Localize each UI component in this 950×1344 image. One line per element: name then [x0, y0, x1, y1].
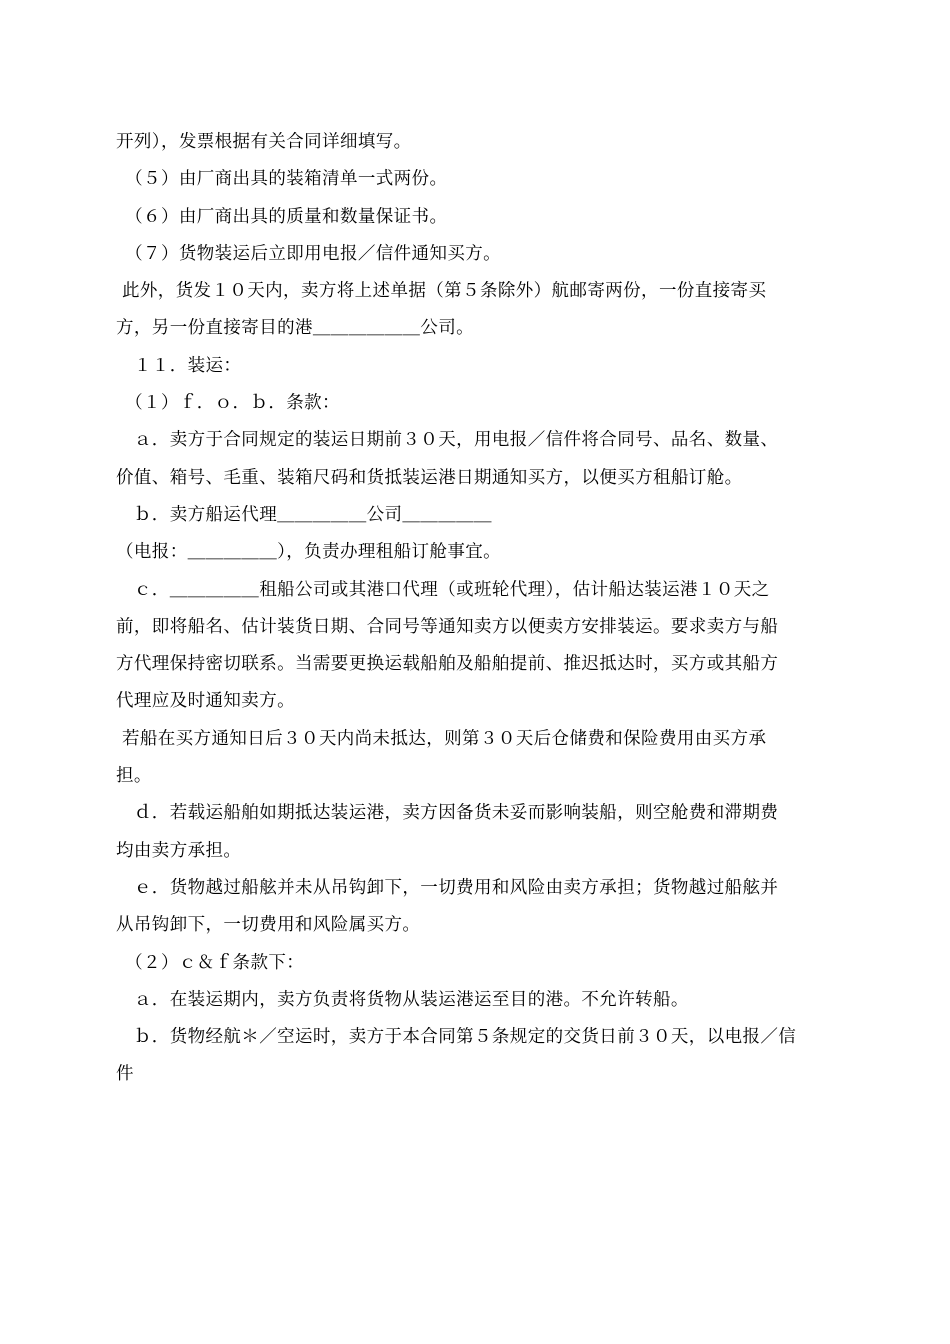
text-line: （２）ｃ＆ｆ条款下： [116, 952, 305, 973]
text-line: 方代理保持密切联系。当需要更换运载船舶及船舶提前、推迟抵达时，买方或其船方 [116, 654, 779, 675]
text-line: （电报：＿＿＿＿＿），负责办理租船订舱事宜。 [116, 542, 502, 563]
text-line: 开列），发票根据有关合同详细填写。 [116, 132, 412, 152]
text-line: ｃ．＿＿＿＿＿租船公司或其港口代理（或班轮代理），估计船达装运港１０天之 [116, 579, 770, 600]
text-line: ｂ．卖方船运代理＿＿＿＿＿公司＿＿＿＿＿ [116, 504, 492, 525]
text-line: ｅ．货物越过船舷并未从吊钩卸下，一切费用和风险由卖方承担；货物越过船舷并 [116, 877, 779, 898]
text-line: （５）由厂商出具的装箱清单一式两份。 [116, 169, 448, 190]
text-line: ｂ．货物经航＊／空运时，卖方于本合同第５条规定的交货日前３０天，以电报／信 [116, 1027, 797, 1048]
text-line: 代理应及时通知卖方。 [116, 691, 295, 712]
text-line: 若船在买方通知日后３０天内尚未抵达，则第３０天后仓储费和保险费用由买方承 [116, 728, 767, 749]
text-line: 此外，货发１０天内，卖方将上述单据（第５条除外）航邮寄两份，一份直接寄买 [116, 281, 767, 302]
document-body [116, 124, 838, 1094]
text-line: ａ．在装运期内，卖方负责将货物从装运港运至目的港。不允许转船。 [116, 989, 689, 1010]
text-line: ａ．卖方于合同规定的装运日期前３０天，用电报／信件将合同号、品名、数量、 [116, 430, 779, 451]
text-line: 从吊钩卸下，一切费用和风险属买方。 [116, 915, 421, 936]
text-line: （７）货物装运后立即用电报／信件通知买方。 [116, 243, 502, 264]
text-line: 价值、箱号、毛重、装箱尺码和货抵装运港日期通知买方，以便买方租船订舱。 [116, 467, 743, 488]
text-line: 均由卖方承担。 [116, 840, 242, 861]
text-line: 件 [116, 1064, 134, 1085]
text-line: 前，即将船名、估计装货日期、合同号等通知卖方以便卖方安排装运。要求卖方与船 [116, 616, 779, 637]
text-line: 担。 [116, 766, 152, 787]
text-line: １１．装运： [116, 355, 242, 376]
text-line: 方，另一份直接寄目的港＿＿＿＿＿＿公司。 [116, 318, 474, 339]
text-line: （１）ｆ．ｏ．ｂ．条款： [116, 393, 340, 414]
text-line: （６）由厂商出具的质量和数量保证书。 [116, 206, 448, 227]
text-line: ｄ．若载运船舶如期抵达装运港，卖方因备货未妥而影响装船，则空舱费和滞期费 [116, 803, 779, 824]
